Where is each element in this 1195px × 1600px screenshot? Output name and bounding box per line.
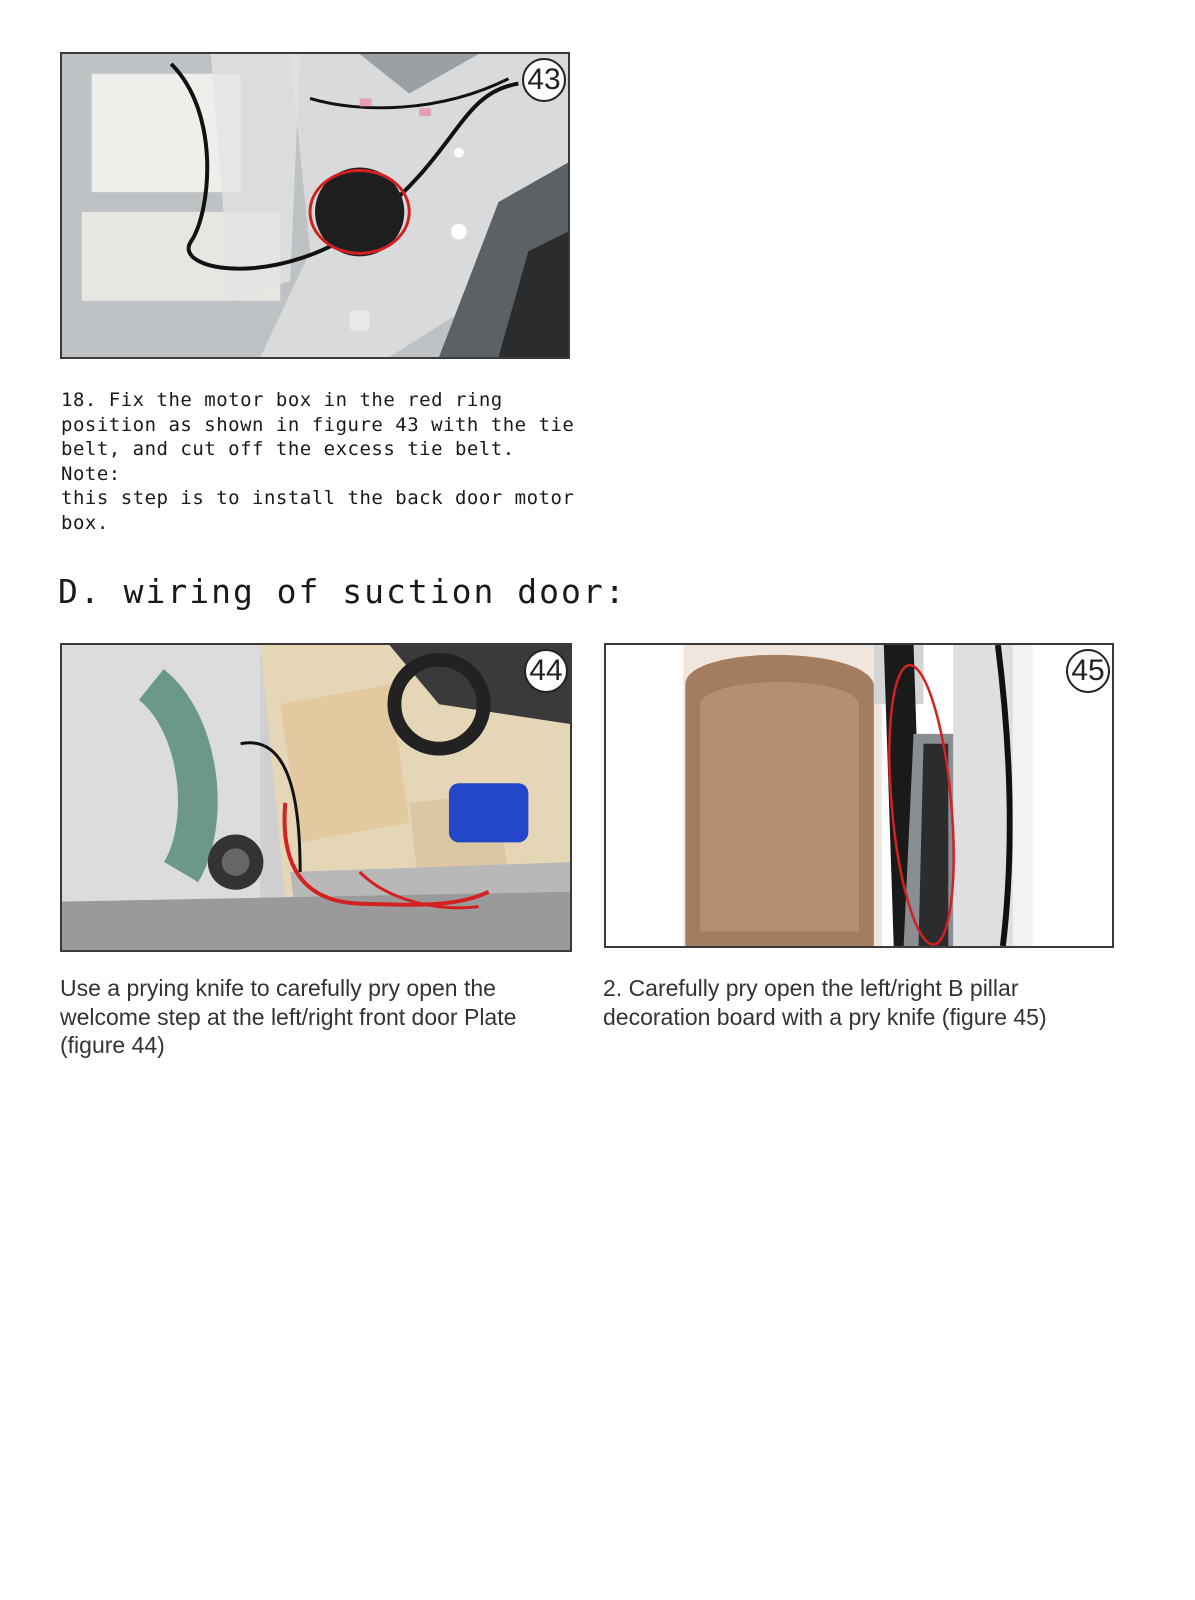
section-d-heading: D. wiring of suction door: [58,572,627,611]
figure-44-image [60,643,572,952]
figure-number-badge: 44 [524,649,568,693]
figure-number-badge: 43 [522,58,566,102]
figure-number-badge: 45 [1066,649,1110,693]
door-panel-photo [62,54,568,357]
front-door-photo [62,645,570,950]
step-1-caption: Use a prying knife to carefully pry open the welcome step at the left/right front door Plate (figure 44) [60,975,517,1058]
figure-43-image [60,52,570,359]
step-18-caption: 18. Fix the motor box in the red ring position as shown in figure 43 with the tie belt, and cut off the excess tie belt. Note: this step is to install the back door motor box. [61,389,575,534]
step-2-caption: 2. Carefully pry open the left/right B pillar decoration board with a pry knife (figure 45) [603,975,1047,1030]
b-pillar-photo [606,645,1112,946]
figure-45-image [604,643,1114,948]
